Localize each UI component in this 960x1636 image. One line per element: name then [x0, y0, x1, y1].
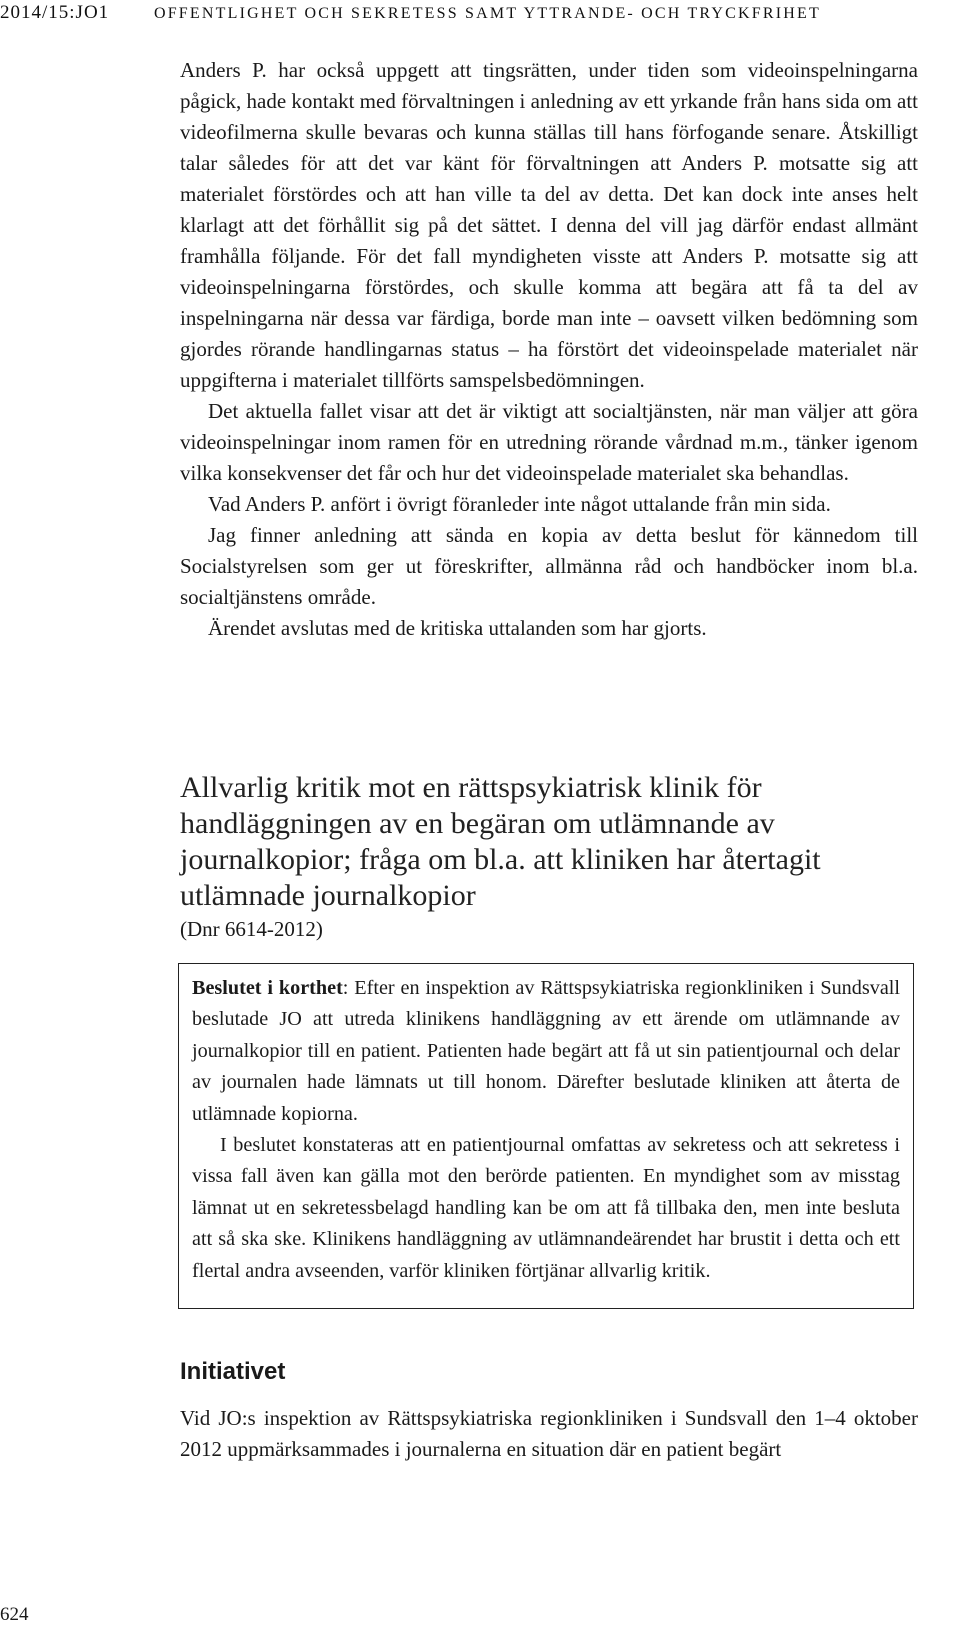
- decision-title-line: utlämnade journalkopior: [180, 879, 476, 912]
- publication-id: 2014/15:JO1: [0, 2, 110, 23]
- summary-box: [178, 963, 914, 1309]
- decision-title-line: journalkopior; fråga om bl.a. att kliniken har återtagit: [180, 843, 821, 876]
- initiative-text: [180, 1403, 918, 1465]
- body-paragraph: Det aktuella fallet visar att det är viktigt att socialtjänsten, när man väljer att göra videoinspelningar inom ramen för en utredning rörande vårdnad m.m., tänker igenom vilka konsekvenser det får och hur det videoinspelade materialet ska behandlas.: [180, 399, 918, 485]
- summary-paragraph: I beslutet konstateras att en patientjournal omfattas av sekretess och att sekretess i vissa fall även kan gälla mot den berörde patienten. En myndighet som av misstag lämnat ut en sekretessbelagd handling kan be om att få tillbaka den, men inte besluta att så ska ske. Klinikens handläggning av utlämnandeärendet har brustit i detta och ett flertal andra avseenden, varför kliniken förtjänar allvarlig kritik.: [192, 1134, 900, 1282]
- body-paragraph: Ärendet avslutas med de kritiska uttalanden som har gjorts.: [208, 616, 707, 640]
- initiative-paragraph: Vid JO:s inspektion av Rättspsykiatriska regionkliniken i Sundsvall den 1–4 oktober 2012 uppmärksammades i journalerna en situation där en patient begärt: [180, 1406, 918, 1461]
- decision-title-line: handläggningen av en begäran om utlämnande av: [180, 807, 775, 840]
- body-paragraph: Vad Anders P. anfört i övrigt föranleder inte något uttalande från min sida.: [208, 492, 831, 516]
- section-title: OFFENTLIGHET OCH SEKRETESS SAMT YTTRANDE- OCH TRYCKFRIHET: [153, 5, 822, 22]
- body-paragraph: Jag finner anledning att sända en kopia av detta beslut för kännedom till Socialstyrelsen som ger ut föreskrifter, allmänna råd och handböcker inom bl.a. socialtjänstens område.: [180, 523, 918, 609]
- running-header: [0, 2, 821, 26]
- body-paragraph: Anders P. har också uppgett att tingsrätten, under tiden som videoinspelningarna pågick, hade kontakt med förvaltningen i anledning av ett yrkande från hans sida om att videofilmerna skulle bevaras och kunna ställas till hans förfogande senare. Åtskilligt talar således för att det var känt för förvaltningen att Anders P. motsatte sig att materialet förstördes och att han ville ta del av detta. Det kan dock inte anses helt klarlagt att det förhållit sig på det sättet. I denna del vill jag därför endast allmänt framhålla följande. För det fall myndigheten visste att Anders P. motsatte sig att videoinspelningarna förstördes, och skulle komma att begära att få ta del av inspelningarna när dessa var färdiga, borde man inte – oavsett vilken bedömning som gjordes rörande handlingarnas status – ha förstört det videoinspelade materialet när uppgifterna i materialet tillförts samspelsbedömningen.: [180, 58, 918, 392]
- initiative-heading: Initiativet: [180, 1358, 286, 1385]
- decision-title-line: Allvarlig kritik mot en rättspsykiatrisk klinik för: [180, 771, 762, 804]
- decision-body: [180, 55, 918, 644]
- diary-number: (Dnr 6614-2012): [180, 917, 323, 941]
- summary-lead: Beslutet i korthet: [192, 977, 343, 999]
- summary-paragraph: [192, 973, 900, 1130]
- summary-text: : Efter en inspektion av Rättspsykiatriska regionkliniken i Sundsvall beslutade JO att utreda klinikens handläggning av ett ärende om utlämnande av journalkopior till en patient. Patienten hade begärt att få ut sin patientjournal och delar av journalen hade lämnats ut till honom. Därefter beslutade kliniken att återta de utlämnade kopiorna.: [192, 977, 900, 1125]
- page-number: 624: [0, 1604, 29, 1625]
- decision-title: [180, 770, 918, 914]
